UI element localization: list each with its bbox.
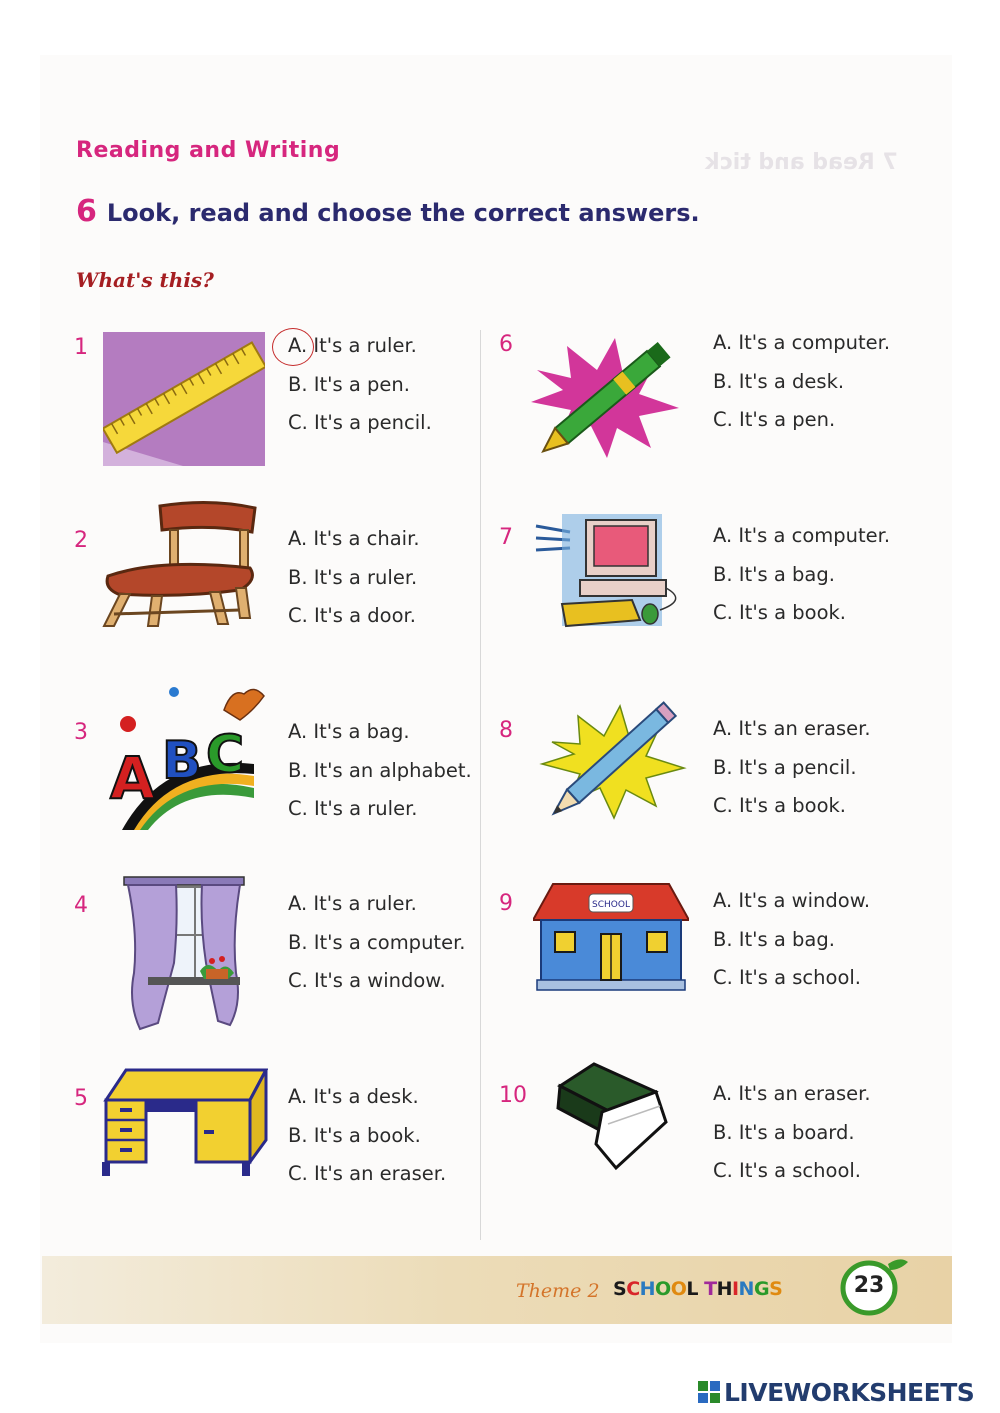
option-b[interactable]: B. It's a bag.: [713, 927, 835, 951]
chair-picture: [100, 498, 260, 628]
option-a[interactable]: A. It's a window.: [713, 889, 871, 912]
pen-picture: [527, 330, 689, 460]
item-number: 5: [74, 1086, 88, 1111]
option-a[interactable]: A. It's a desk.: [288, 1085, 419, 1108]
option-b[interactable]: B. It's a ruler.: [288, 565, 418, 589]
option-b[interactable]: B. It's a book.: [288, 1123, 421, 1147]
svg-text:SCHOOL: SCHOOL: [592, 900, 630, 910]
option-c[interactable]: C. It's an eraser.: [288, 1162, 447, 1185]
option-b[interactable]: B. It's a pen.: [288, 372, 410, 396]
options-list: [288, 520, 420, 636]
option-b[interactable]: B. It's a computer.: [288, 930, 466, 954]
option-b[interactable]: B. It's a board.: [713, 1120, 855, 1144]
option-b[interactable]: B. It's an alphabet.: [288, 758, 472, 782]
item-number: 10: [499, 1083, 527, 1108]
section-title: Reading and Writing: [76, 138, 341, 163]
option-b[interactable]: B. It's a bag.: [713, 562, 835, 586]
options-list: [288, 713, 472, 829]
item-number: 2: [74, 528, 88, 553]
exercise-instruction: Look, read and choose the correct answers.: [106, 199, 700, 227]
options-list: [713, 882, 870, 998]
eraser-picture: [556, 1062, 668, 1172]
option-c[interactable]: C. It's a door.: [288, 604, 416, 627]
school-picture: [533, 880, 689, 992]
bleed-through-text: 7 Read and tick: [705, 150, 898, 175]
option-c[interactable]: C. It's a book.: [713, 794, 847, 817]
option-a[interactable]: A. It's a computer.: [713, 524, 891, 547]
options-list: [713, 710, 871, 826]
item-number: 7: [499, 525, 513, 550]
options-list: [713, 324, 890, 440]
option-a[interactable]: A. It's a bag.: [288, 720, 410, 743]
page-number-badge: [838, 1256, 912, 1320]
footer-band: [42, 1256, 952, 1324]
item-number: 6: [499, 332, 513, 357]
item-number: 4: [74, 893, 88, 918]
exercise-number: 6: [76, 194, 97, 229]
option-b[interactable]: B. It's a pencil.: [713, 755, 857, 779]
option-a[interactable]: A. It's a ruler.: [288, 334, 417, 357]
computer-picture: [532, 510, 688, 632]
item-number: 1: [74, 335, 88, 360]
svg-text:A: A: [110, 744, 155, 812]
option-b[interactable]: B. It's a desk.: [713, 369, 845, 393]
option-c[interactable]: C. It's a ruler.: [288, 797, 418, 820]
option-a[interactable]: A. It's an eraser.: [713, 717, 871, 740]
options-list: [288, 1078, 446, 1194]
option-c[interactable]: C. It's a book.: [713, 601, 847, 624]
page-number: 23: [853, 1273, 885, 1298]
option-a[interactable]: A. It's a chair.: [288, 527, 420, 550]
column-divider: [480, 330, 481, 1240]
theme-label: Theme 2: [516, 1280, 600, 1302]
option-a[interactable]: A. It's a computer.: [713, 331, 891, 354]
options-list: [288, 327, 432, 443]
option-a[interactable]: A. It's an eraser.: [713, 1082, 871, 1105]
theme-title: SCHOOL THINGS: [613, 1278, 783, 1300]
item-number: 9: [499, 891, 513, 916]
window-picture: [118, 873, 250, 1031]
svg-text:B: B: [162, 731, 202, 791]
option-c[interactable]: C. It's a school.: [713, 966, 861, 989]
item-number: 3: [74, 720, 88, 745]
options-list: [288, 885, 466, 1001]
options-list: [713, 517, 890, 633]
pencil-picture: [538, 692, 690, 822]
alphabet-picture: [104, 680, 270, 830]
svg-text:C: C: [206, 725, 245, 785]
option-a[interactable]: A. It's a ruler.: [288, 892, 417, 915]
desk-picture: [100, 1066, 268, 1178]
exercise-heading: [76, 194, 700, 229]
item-number: 8: [499, 718, 513, 743]
options-list: [713, 1075, 871, 1191]
ruler-picture: [103, 332, 265, 466]
liveworksheets-logo-icon: [698, 1381, 720, 1403]
brand-watermark: LIVEWORKSHEETS: [724, 1378, 975, 1407]
option-c[interactable]: C. It's a school.: [713, 1159, 861, 1182]
option-c[interactable]: C. It's a window.: [288, 969, 446, 992]
question-prompt: What's this?: [76, 268, 214, 292]
option-c[interactable]: C. It's a pen.: [713, 408, 836, 431]
option-c[interactable]: C. It's a pencil.: [288, 411, 432, 434]
